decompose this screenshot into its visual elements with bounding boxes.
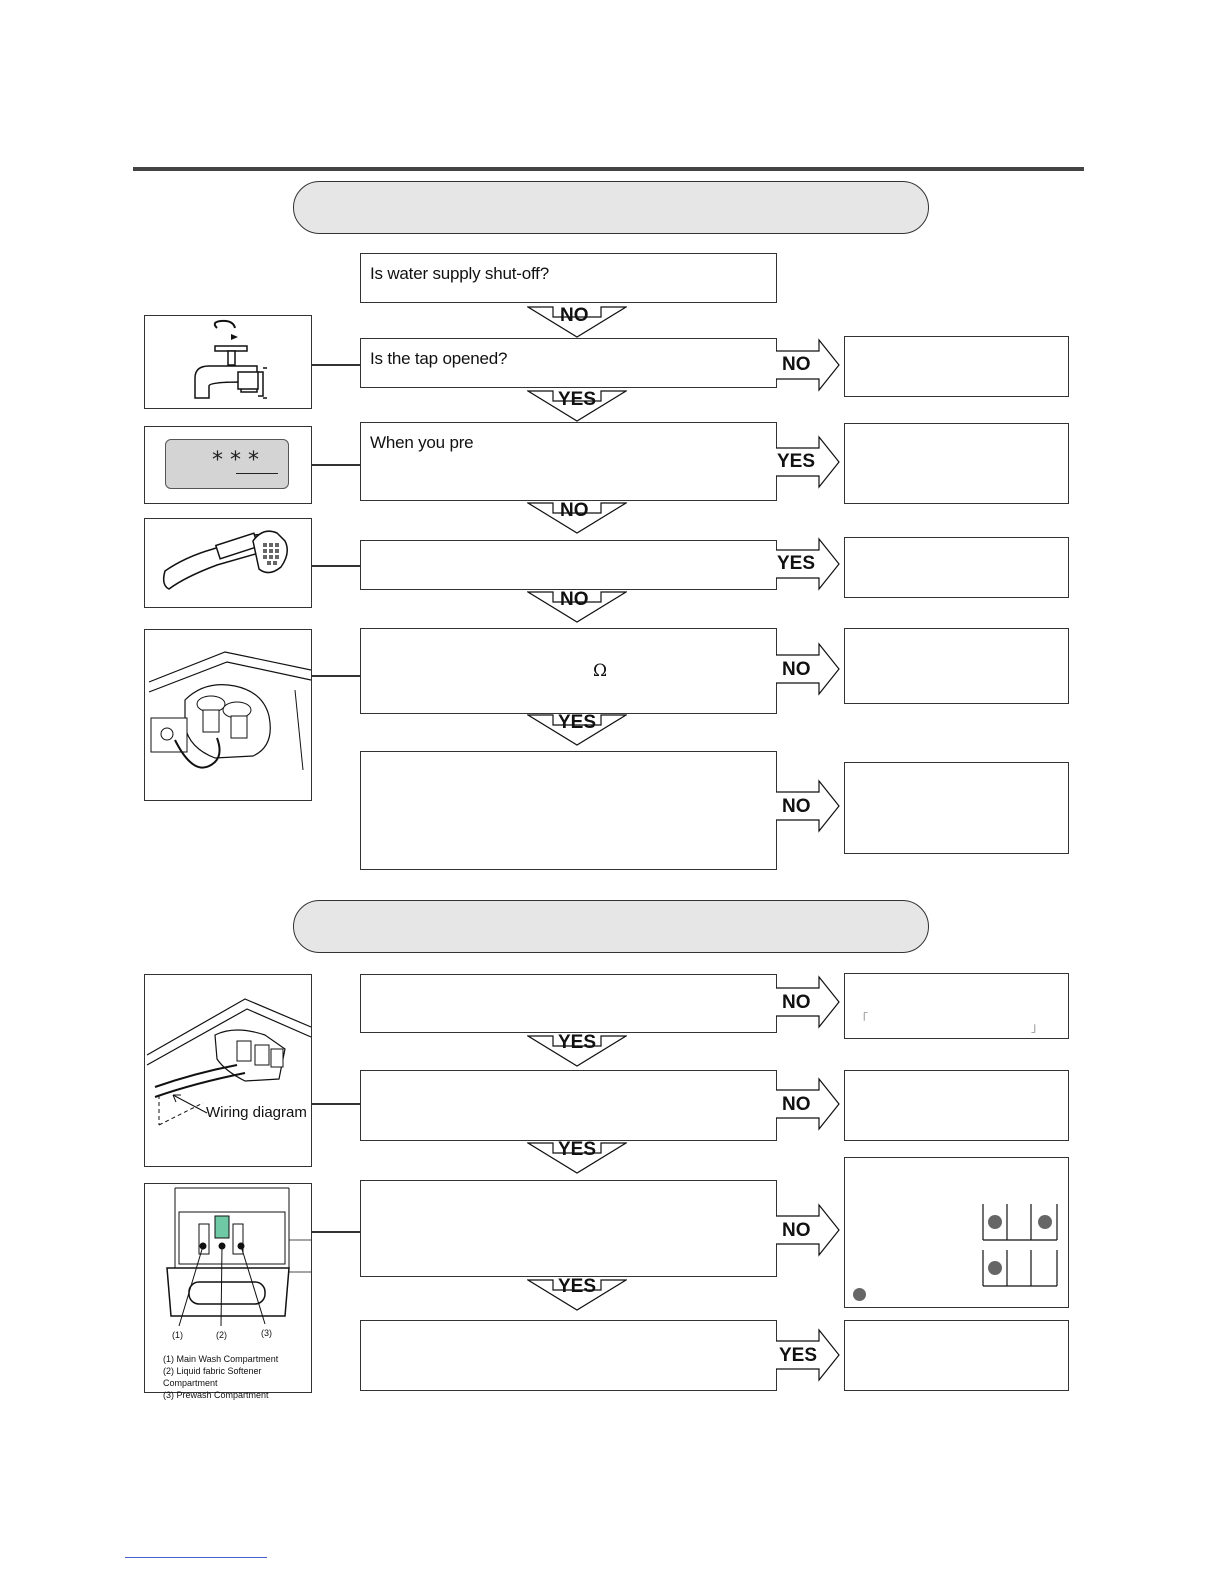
side-label-7: NO: [782, 1094, 811, 1115]
down-label-5: YES: [558, 712, 597, 733]
question-text: When you pre: [370, 433, 474, 452]
image-brush: [144, 518, 312, 608]
brush-icon: [145, 519, 311, 607]
down-label-3: NO: [560, 500, 589, 521]
display-panel: [165, 439, 289, 489]
question-box-4: [360, 540, 777, 590]
indicator-grid: [981, 1202, 1061, 1298]
image-dispenser: [144, 1183, 312, 1400]
display-glyphs: * * *: [212, 448, 259, 473]
down-label-6: YES: [558, 1032, 597, 1053]
side-label-6: NO: [782, 992, 811, 1013]
side-label-2: YES: [777, 451, 816, 472]
question-when-you-press: [360, 422, 777, 501]
display-underline: [236, 473, 278, 474]
callout-3: (3): [261, 1328, 272, 1338]
wiring-illustration: [145, 975, 311, 1166]
side-label-3: YES: [777, 553, 816, 574]
side-label-8: NO: [782, 1220, 811, 1241]
connector-5: [312, 1103, 360, 1105]
result-box-6: [844, 973, 1069, 1039]
indicator-dot: [1038, 1215, 1052, 1229]
down-label-1: NO: [560, 305, 589, 326]
result-box-4: [844, 628, 1069, 704]
question-tap-opened: [360, 338, 777, 388]
question-box-9: [360, 1180, 777, 1277]
question-water-supply: [360, 253, 777, 303]
question-box-10: [360, 1320, 777, 1391]
legend-item: (3) Prewash Compartment: [163, 1390, 269, 1400]
dispenser-drawer-illustration: [145, 1184, 311, 1334]
section-1-banner: [293, 181, 929, 234]
down-label-8: YES: [558, 1276, 597, 1297]
question-box-7: [360, 974, 777, 1033]
image-valve: [144, 629, 312, 801]
valve-illustration: [145, 630, 311, 800]
side-label-9: YES: [779, 1345, 818, 1366]
result-box-5: [844, 762, 1069, 854]
image-display: [144, 426, 312, 504]
question-box-5: [360, 628, 777, 714]
result-box-2: [844, 423, 1069, 504]
connector-6: [312, 1231, 360, 1233]
legend-item: (1) Main Wash Compartment: [163, 1354, 279, 1364]
bracket-right: 」: [1031, 1020, 1044, 1034]
connector-1: [312, 364, 360, 366]
question-text: Is the tap opened?: [370, 349, 508, 368]
down-label-7: YES: [558, 1139, 597, 1160]
tap-icon: [145, 316, 311, 408]
connector-3: [312, 565, 360, 567]
indicator-dot: [988, 1261, 1002, 1275]
wiring-label: Wiring diagram: [206, 1104, 307, 1121]
result-box-8: [844, 1157, 1069, 1308]
down-label-4: NO: [560, 589, 589, 610]
section-2-banner: [293, 900, 929, 953]
down-label-2: YES: [558, 389, 597, 410]
callout-1: (1): [172, 1330, 183, 1340]
question-box-6: [360, 751, 777, 870]
ohm-symbol: Ω: [593, 661, 608, 681]
side-label-5: NO: [782, 796, 811, 817]
side-label-4: NO: [782, 659, 811, 680]
image-tap: [144, 315, 312, 409]
legend-item: (2) Liquid fabric Softener Compartment: [163, 1366, 262, 1388]
side-label-1: NO: [782, 354, 811, 375]
connector-4: [312, 675, 360, 677]
legend-list: [163, 1353, 311, 1401]
result-box-1: [844, 336, 1069, 397]
image-wiring: [144, 974, 312, 1167]
top-rule: [133, 167, 1084, 171]
result-box-9: [844, 1320, 1069, 1391]
bracket-left: 「: [856, 1012, 869, 1026]
indicator-dot: [988, 1215, 1002, 1229]
result-box-7: [844, 1070, 1069, 1141]
legend-dot: [853, 1288, 866, 1301]
question-text: Is water supply shut-off?: [370, 264, 549, 283]
footer-link-underline[interactable]: [125, 1557, 267, 1558]
callout-2: (2): [216, 1330, 227, 1340]
question-box-8: [360, 1070, 777, 1141]
result-box-3: [844, 537, 1069, 598]
connector-2: [312, 464, 360, 466]
